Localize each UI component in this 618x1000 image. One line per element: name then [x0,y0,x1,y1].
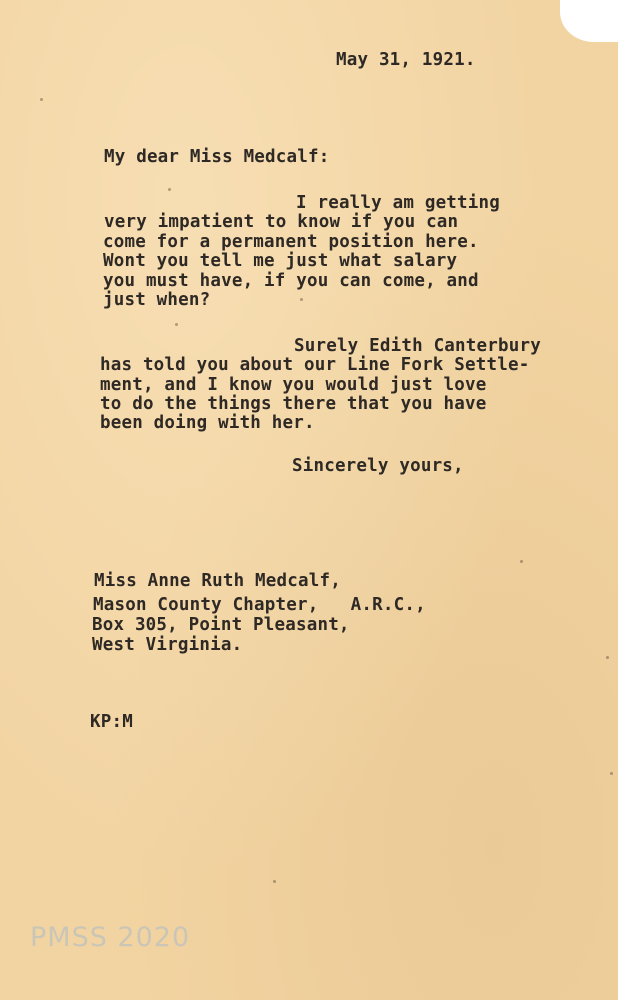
paragraph-1-line: you must have, if you can come, and [103,271,479,291]
address-line: Miss Anne Ruth Medcalf, [94,571,341,591]
paragraph-2-line: to do the things there that you have [100,394,487,414]
typist-initials: KP:M [90,712,133,732]
paper-speck [610,772,613,775]
address-line: Mason County Chapter, A.R.C., [93,595,426,615]
paper-speck [606,656,609,659]
paper-speck [273,880,276,883]
paragraph-2-line: been doing with her. [100,413,315,433]
watermark: PMSS 2020 [30,922,191,953]
paragraph-1-line: just when? [103,290,211,310]
closing: Sincerely yours, [292,456,464,476]
paper-speck [175,323,178,326]
paragraph-2-line: ment, and I know you would just love [100,375,487,395]
paper-speck [40,98,43,101]
paragraph-1-line: I really am getting [296,193,500,213]
paper-speck [168,188,171,191]
address-line: West Virginia. [92,635,243,655]
torn-corner [560,0,618,42]
paragraph-2-line: Surely Edith Canterbury [294,336,541,356]
salutation: My dear Miss Medcalf: [104,147,330,167]
paper-speck [520,560,523,563]
paragraph-2-line: has told you about our Line Fork Settle- [100,355,530,375]
address-line: Box 305, Point Pleasant, [92,615,350,635]
letter-date: May 31, 1921. [336,50,476,70]
paragraph-1-line: Wont you tell me just what salary [103,251,458,271]
paper-speck [300,298,303,301]
paragraph-1-line: very impatient to know if you can [104,212,459,232]
paragraph-1-line: come for a permanent position here. [103,232,479,252]
